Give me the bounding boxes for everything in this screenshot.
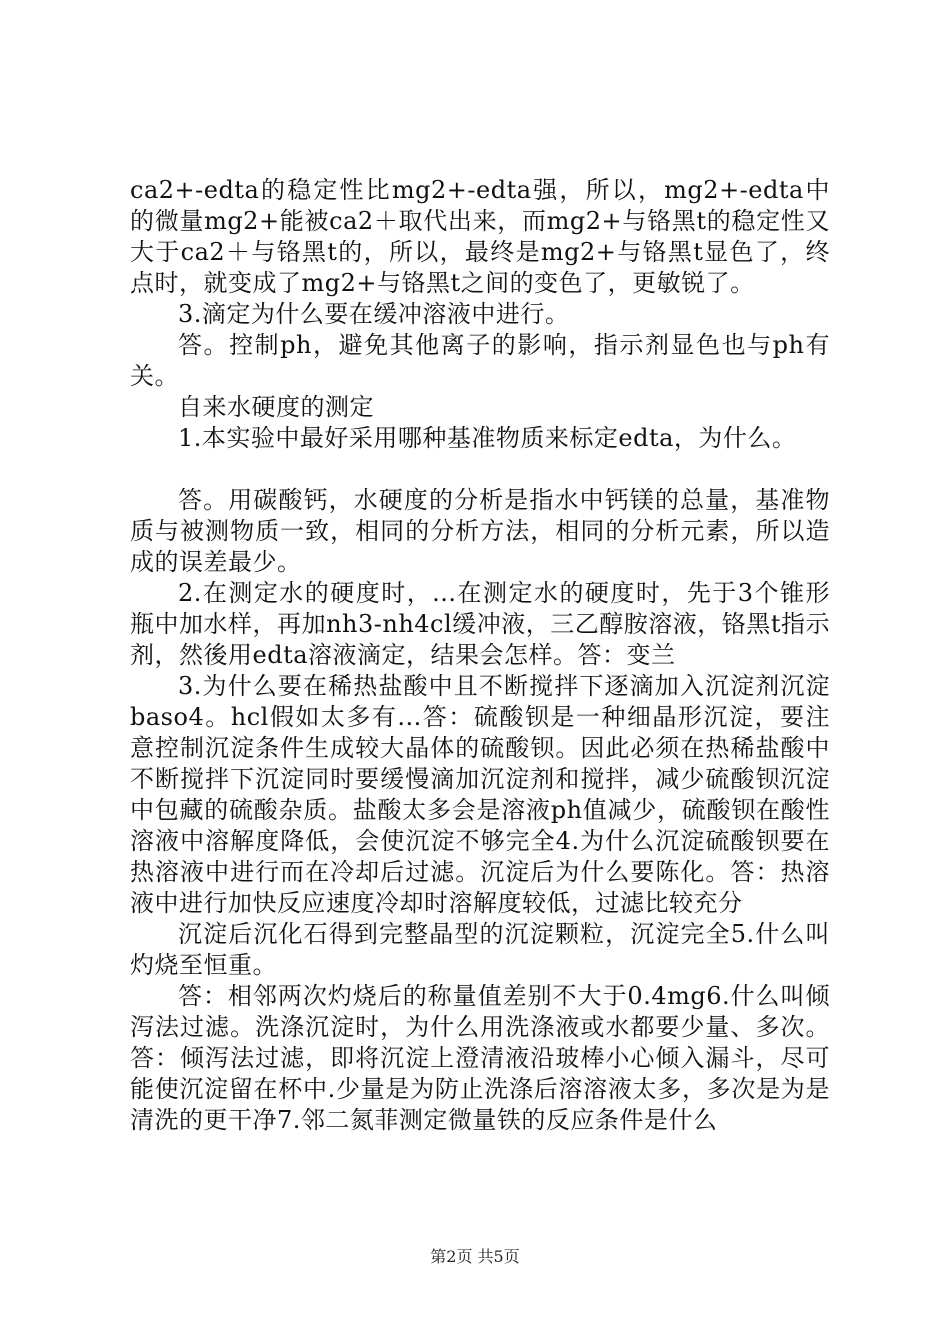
paragraph: 答。用碳酸钙，水硬度的分析是指水中钙镁的总量，基准物质与被测物质一致，相同的分析方法，相同的分析元素，所以造成的误差最少。 xyxy=(130,486,830,576)
document-body xyxy=(130,175,830,1136)
paragraph: ca2+-edta的稳定性比mg2+-edta强，所以，mg2+-edta中的微量mg2+能被ca2＋取代出来，而mg2+与铬黑t的稳定性又大于ca2＋与铬黑t的，所以，最终是mg2+与铬黑t显色了，终点时，就变成了mg2+与铬黑t之间的变色了，更敏锐了。 xyxy=(130,176,830,297)
paragraph: 2.在测定水的硬度时，...在测定水的硬度时，先于3个锥形瓶中加水样，再加nh3-nh4cl缓冲液，三乙醇胺溶液，铬黑t指示剂，然後用edta溶液滴定，结果会怎样。答：变兰 xyxy=(130,579,830,669)
page-number: 第2页 共5页 xyxy=(430,1247,520,1266)
paragraph: 3.滴定为什么要在缓冲溶液中进行。 xyxy=(178,300,570,328)
section-heading: 自来水硬度的测定 xyxy=(178,393,374,421)
paragraph: 1.本实验中最好采用哪种基准物质来标定edta，为什么。 xyxy=(178,424,797,452)
paragraph: 答：相邻两次灼烧后的称量值差别不大于0.4mg6.什么叫倾泻法过滤。洗涤沉淀时，为什么用洗涤液或水都要少量、多次。答：倾泻法过滤，即将沉淀上澄清液沿玻棒小心倾入漏斗，尽可能使沉淀留在杯中.少量是为防止洗涤后溶溶液太多，多次是为是清洗的更干净7.邻二氮菲测定微量铁的反应条件是什么 xyxy=(130,982,830,1134)
paragraph: 3.为什么要在稀热盐酸中且不断搅拌下逐滴加入沉淀剂沉淀baso4。hcl假如太多有...答：硫酸钡是一种细晶形沉淀，要注意控制沉淀条件生成较大晶体的硫酸钡。因此必须在热稀盐酸中不断搅拌下沉淀同时要缓慢滴加沉淀剂和搅拌，减少硫酸钡沉淀中包藏的硫酸杂质。盐酸太多会是溶液ph值减少，硫酸钡在酸性溶液中溶解度降低，会使沉淀不够完全4.为什么沉淀硫酸钡要在热溶液中进行而在冷却后过滤。沉淀后为什么要陈化。答：热溶液中进行加快反应速度冷却时溶解度较低，过滤比较充分 xyxy=(130,672,830,917)
paragraph: 答。控制ph，避免其他离子的影响，指示剂显色也与ph有关。 xyxy=(130,331,830,390)
paragraph: 沉淀后沉化石得到完整晶型的沉淀颗粒，沉淀完全5.什么叫灼烧至恒重。 xyxy=(130,920,830,979)
